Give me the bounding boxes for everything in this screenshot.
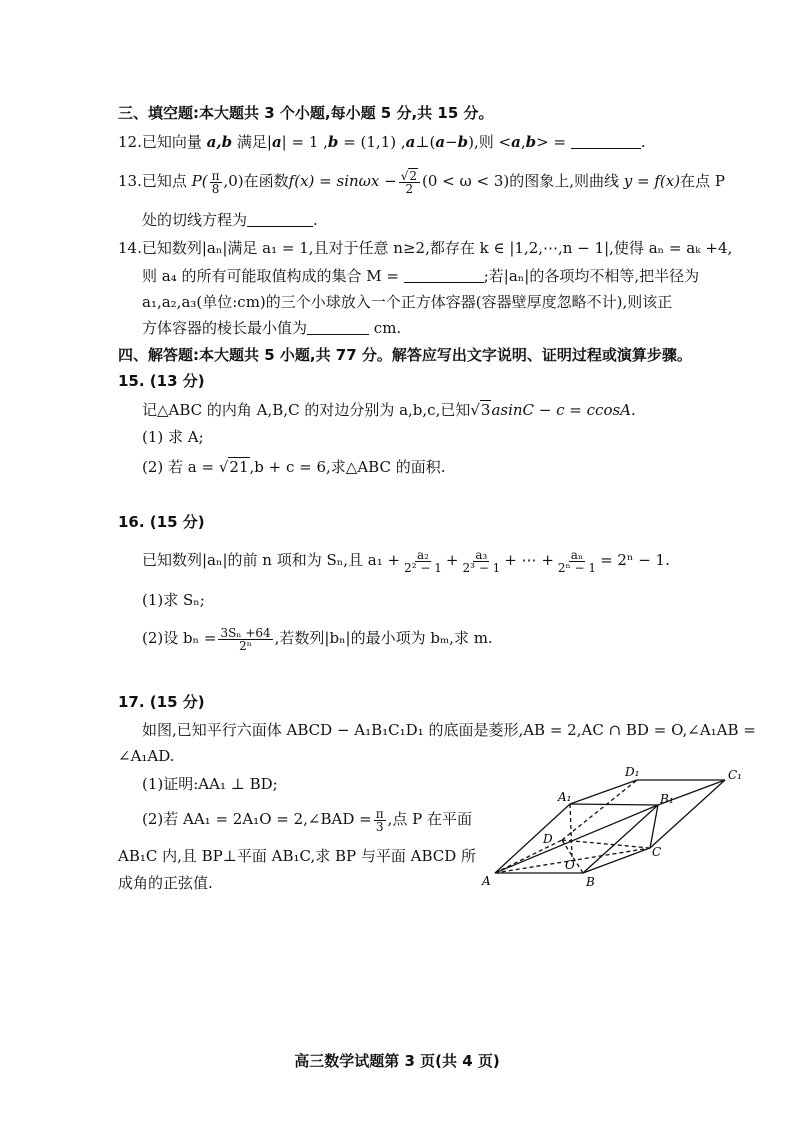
question-16-part1: (1)求 Sₙ; [142,591,205,609]
edge-DD1 [562,780,637,840]
q13-number: 13. [118,172,142,190]
question-17-line2: ∠A₁AD. [118,747,175,765]
edge-CC1 [650,780,725,848]
label-B: B [586,875,595,889]
question-14-line4: 方体容器的棱长最小值为 cm. [142,319,402,337]
question-17-line5: 成角的正弦值. [118,874,213,892]
question-17-line1: 如图,已知平行六面体 ABCD − A₁B₁C₁D₁ 的底面是菱形,AB = 2,AC ∩ BD = O,∠A₁AB = [142,721,756,739]
label-B1: B₁ [660,792,674,806]
edge-A1B1 [570,804,658,805]
q14-edge-blank[interactable] [307,319,369,335]
question-16-heading: 16. (15 分) [118,513,205,531]
question-15-part2: (2) 若 a = √21,b + c = 6,求△ABC 的面积. [142,458,446,476]
edge-BC [583,848,650,873]
label-A: A [482,874,491,888]
label-O: O [565,858,575,872]
question-17-part1: (1)证明:AA₁ ⊥ BD; [142,775,278,793]
segment-AB1 [495,805,658,873]
section-3-heading: 三、填空题:本大题共 3 个小题,每小题 5 分,共 15 分。 [118,104,494,122]
q12-answer-blank[interactable] [571,133,641,149]
q14-number: 14. [118,239,142,257]
edge-D1A1 [570,780,637,804]
question-12: 12.已知向量 a,b 满足|a| = 1 ,b = (1,1) ,a⊥(a−b),则 <a,b> = . [118,133,646,151]
pi-over-8-fraction: $\frac{\pi}{8}$ [211,168,220,196]
question-15-heading: 15. (13 分) [118,372,205,390]
q12-number: 12. [118,133,142,151]
question-14-line1: 14.已知数列|aₙ|满足 a₁ = 1,且对于任意 n≥2,都存在 k ∈ |1,2,⋯,n − 1|,使得 aₙ = aₖ +4, [118,239,733,257]
question-14-line3: a₁,a₂,a₃(单位:cm)的三个小球放入一个正方体容器(容器壁厚度忽略不计),则该正 [142,293,673,311]
label-A1: A₁ [558,790,572,804]
segment-A1O [570,804,572,857]
q14-set-blank[interactable] [404,267,484,283]
question-17-heading: 17. (15 分) [118,693,205,711]
page-footer: 高三数学试题第 3 页(共 4 页) [294,1052,500,1070]
label-C: C [652,845,662,859]
label-D1: D₁ [625,765,640,779]
question-13-line2: 处的切线方程为 . [142,211,318,229]
edge-DC [562,840,650,848]
label-D: D [543,832,553,846]
question-16-part2: (2)设 bₙ = $\frac{\text{3Sₙ +64}}{\text{2ⁿ}}$ ,若数列|bₙ|的最小项为 bₘ,求 m. [142,625,493,653]
question-14-line2: 则 a₄ 的所有可能取值构成的集合 M = ;若|aₙ|的各项均不相等,把半径为 [142,267,700,285]
question-15-stem: 记△ABC 的内角 A,B,C 的对边分别为 a,b,c,已知√3asinC − c = ccosA. [142,401,636,419]
question-17-line4: AB₁C 内,且 BP⊥平面 AB₁C,求 BP 与平面 ABCD 所 [118,847,477,865]
section-4-heading: 四、解答题:本大题共 5 小题,共 77 分。解答应写出文字说明、证明过程或演算步骤。 [118,346,692,364]
label-C1: C₁ [728,768,742,782]
sqrt2-over-2-fraction: $\frac{√2}{2}$ [399,170,420,195]
question-17-part2: (2)若 AA₁ = 2A₁O = 2,∠BAD = $\frac{\pi}{3}$ ,点 P 在平面 [142,806,472,834]
parallelepiped-figure [480,760,750,895]
edge-BB1 [583,805,658,873]
question-13: 13.已知点 P( $\frac{\pi}{8}$ ,0)在函数f(x) = sinωx − $\frac{√2}{2}$ (0 < ω < 3)的图象上,则曲线 y = f(x)在点 P [118,168,725,196]
question-16-stem: 已知数列|aₙ|的前 n 项和为 Sₙ,且 a₁ + $\frac{\text{a₂}}{\text{2² − 1}}$ + $\frac{\text{a₃}}{\text{2³ − 1}}$ + ⋯ + $\frac{\text{aₙ}}{\text{2ⁿ − 1}}$ = 2ⁿ − 1. [142,547,670,575]
question-15-part1: (1) 求 A; [142,428,204,446]
q13-answer-blank[interactable] [247,211,313,227]
